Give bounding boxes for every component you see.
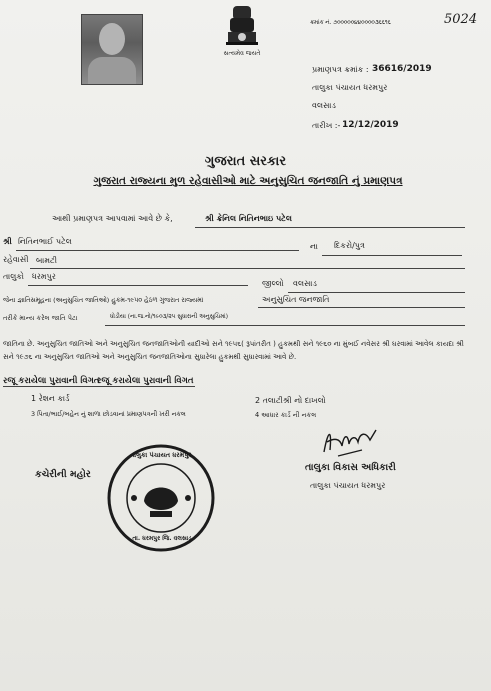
documents-heading: રજૂ કરાયેલા પુરાવાની વિગત	[3, 376, 100, 386]
district-value: વલસાડ	[293, 279, 317, 288]
serial-number: ક્રમાંક નં. ૭૦૦૦૦૦૪૪૦૦૦૦૩૬૬૧૬	[310, 19, 391, 26]
office-seal-label: કચેરીની મહોર	[35, 469, 91, 480]
document-item-3: 3 પિતા/ભાઈ/બહેન નું શાળા છોડવાનાં પ્રમાણપત્રની ખરી નકલ	[31, 410, 186, 418]
date-value: 12/12/2019	[342, 120, 399, 130]
documents-heading-repeat: રજૂ કરાયેલા પુરાવાની વિગત	[97, 376, 194, 386]
district: વલસાડ	[312, 101, 336, 110]
issued-to-label: આથી પ્રમાણપત્ર આપવામાં આવે છે કે,	[52, 214, 173, 223]
caste-value: અનુસુચિત જનજાતિ	[262, 295, 330, 304]
relation-value: દિકરો/પુત્ર	[334, 241, 365, 250]
applicant-photo	[81, 14, 143, 85]
taluka-panchayat: તાલુકા પંચાયત ધરમપુર	[312, 83, 388, 92]
emblem-motto: સત્યમેવ જયતે	[223, 50, 261, 57]
officer-office: તાલુકા પંચાયત ધરમપુર	[310, 481, 386, 490]
caste-label: જેના જ્ઞાતિસમૂહના (અનુસુચિત જાતિઓ) હુકમ-૧૯૫૦ હેઠળ ગુજરાત રાજ્યમાં	[3, 296, 204, 304]
resident-label: રહેવાસી	[3, 255, 29, 264]
taluka-value: ધરમપુર	[32, 272, 56, 281]
certificate-number-value: 36616/2019	[372, 64, 432, 74]
taluka-label: તાલુકો	[3, 272, 24, 281]
certificate-number-label: પ્રમાણપત્ર ક્રમાંક :	[312, 65, 369, 74]
recognized-label: તરીકે માન્ય કરેલ જાતિ પેટા	[3, 314, 78, 322]
officer-signature-icon	[318, 420, 380, 462]
relation-label: ના	[310, 242, 318, 251]
district-label: જીલ્લો	[262, 279, 284, 288]
father-name: નિતિનભાઈ પટેલ	[18, 237, 72, 246]
issued-to-value: શ્રી ક્રેનિલ નિતિનભાઇ પટેલ	[205, 214, 292, 223]
handwritten-number: 5024	[444, 12, 478, 27]
recognized-value: ધોડીયા (ના.જ.નો/૧૯૦૩/૨૫ સુધારાની અનુસુચિમાં)	[110, 314, 228, 320]
legal-paragraph: જાતિના છે. અનુસુચિત જાતિઓ અને અનુસુચિત જનજાતિઓની યાદીઓ સને ૧૯૫૬( રૂપાંતરીત ) હુકમથી સને ૧૯૬૦ ના મુંબઈ નવેસર શ્રી ઘરવામાં આવેલ કાયદા શ્રી સને ૧૯૭૬ ના અનુસુચિત જાતિઓ અને અનુસુચિત જનજાતિઓના સુધારેલા હુકમથી સુધારવામાં આવે છે.	[3, 340, 464, 361]
government-heading: ગુજરાત સરકાર	[204, 154, 287, 169]
certificate-title: ગુજરાત રાજ્યના મુળ રહેવાસીઓ માટે અનુસુચિત જનજાતિ નું પ્રમાણપત્ર	[93, 175, 403, 187]
officer-title: તાલુકા વિકાસ અધિકારી	[305, 462, 396, 473]
resident-value: બામટી	[36, 256, 57, 265]
document-item-2: 2 તલાટીશ્રી નો દાખલો	[255, 396, 326, 405]
seal-text-top: તાલુકા પંચાયત ધરમપુર	[130, 451, 192, 459]
date-label: તારીખ :-	[312, 121, 341, 130]
father-prefix: શ્રી	[3, 237, 12, 246]
document-item-1: 1 રેશન કાર્ડ	[31, 394, 70, 403]
document-item-4: 4 આધાર કાર્ડ ની નકલ	[255, 411, 317, 419]
seal-text-bottom: તા. ધરમપુર જિ. વલસાડ	[132, 535, 192, 542]
photo-shirt	[88, 57, 136, 84]
photo-face	[99, 23, 125, 55]
